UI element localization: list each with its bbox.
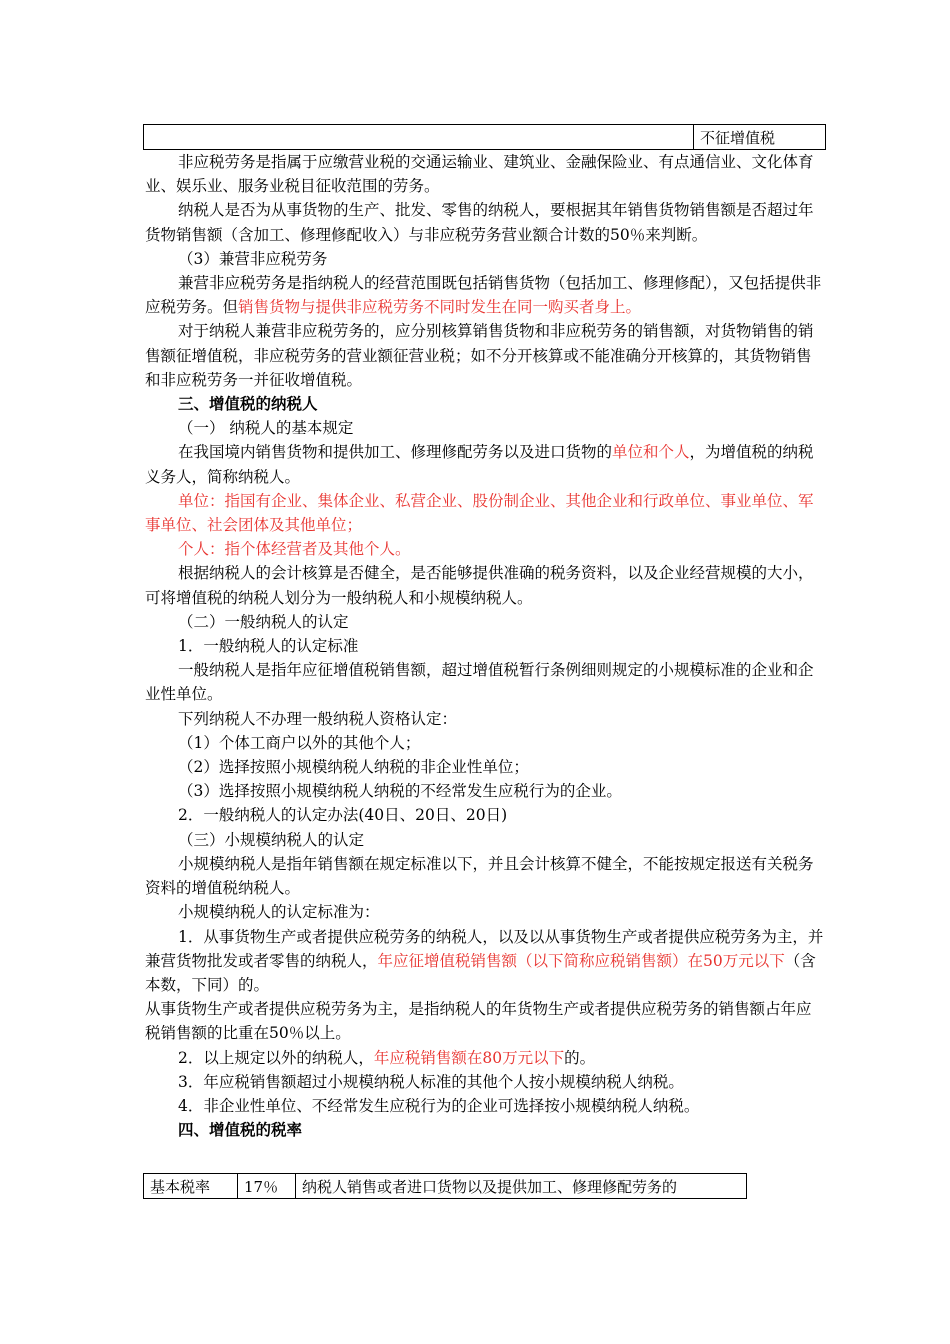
paragraph: 一般纳税人是指年应征增值税销售额，超过增值税暂行条例细则规定的小规模标准的企业和企业性单位。 — [145, 661, 814, 704]
highlighted-text: 销售货物与提供非应税劳务不同时发生在同一购买者身上。 — [238, 298, 642, 317]
list-item: （3）选择按照小规模纳税人纳税的不经常发生应税行为的企业。 — [178, 782, 622, 801]
table-row — [144, 1174, 747, 1199]
highlighted-text: 单位和个人 — [612, 443, 690, 462]
list-item — [145, 925, 825, 998]
section-heading: 四、增值税的税率 — [178, 1120, 303, 1140]
list-item: 1．一般纳税人的认定标准 — [178, 637, 359, 656]
body-text — [145, 150, 825, 1142]
paragraph: 非应税劳务是指属于应缴营业税的交通运输业、建筑业、金融保险业、有点通信业、文化体育业、娱乐业、服务业税目征收范围的劳务。 — [145, 153, 814, 196]
paragraph — [145, 271, 825, 319]
rate-desc-cell: 纳税人销售或者进口货物以及提供加工、修理修配劳务的 — [296, 1174, 747, 1199]
list-item: （2）选择按照小规模纳税人纳税的非企业性单位； — [178, 758, 529, 777]
subheading: （一） 纳税人的基本规定 — [178, 419, 354, 438]
table-cell-empty — [144, 125, 694, 150]
paragraph: 下列纳税人不办理一般纳税人资格认定： — [178, 709, 458, 728]
paragraph: 小规模纳税人是指年销售额在规定标准以下，并且会计核算不健全，不能按规定报送有关税务资料的增值税纳税人。 — [145, 854, 814, 898]
subheading: （二）一般纳税人的认定 — [178, 612, 349, 631]
list-item: 2．一般纳税人的认定办法(40日、20日、20日) — [178, 806, 508, 825]
paragraph: 从事货物生产或者提供应税劳务为主，是指纳税人的年货物生产或者提供应税劳务的销售额占年应税销售额的比重在50％以上。 — [145, 1000, 812, 1043]
text-run: 在我国境内销售货物和提供加工、修理修配劳务以及进口货物的 — [178, 443, 613, 462]
list-item — [145, 1046, 825, 1070]
list-item: 3．年应税销售额超过小规模纳税人标准的其他个人按小规模纳税人纳税。 — [178, 1072, 684, 1091]
highlighted-paragraph: 个人：指个体经营者及其他个人。 — [178, 540, 411, 559]
rate-label-cell: 基本税率 — [144, 1174, 238, 1199]
text-run: 1．从事货物生产或者提供应税劳务的纳税人，以及以从事货物生产或者提供应税劳务为主，并兼营货物批发或者零售的纳税人， — [145, 927, 824, 970]
text-run: ，为增值税的纳税义务人，简称纳税人。 — [145, 443, 814, 486]
text-run: 的。 — [564, 1048, 596, 1067]
text-run: （含本数，下同）的。 — [145, 951, 816, 994]
paragraph — [145, 440, 825, 488]
list-item: 4．非企业性单位、不经常发生应税行为的企业可选择按小规模纳税人纳税。 — [178, 1096, 700, 1115]
paragraph: 纳税人是否为从事货物的生产、批发、零售的纳税人，要根据其年销售货物销售额是否超过年货物销售额（含加工、修理修配收入）与非应税劳务营业额合计数的50％来判断。 — [145, 201, 814, 244]
list-item: （1）个体工商户以外的其他个人； — [178, 733, 421, 752]
paragraph: 对于纳税人兼营非应税劳务的，应分别核算销售货物和非应税劳务的销售额，对货物销售的销售额征增值税，非应税劳务的营业额征营业税；如不分开核算或不能准确分开核算的，其货物销售和非应税劳务一并征收增值税。 — [145, 322, 814, 389]
subheading: （三）小规模纳税人的认定 — [178, 830, 365, 849]
paragraph: 根据纳税人的会计核算是否健全，是否能够提供准确的税务资料，以及企业经营规模的大小，可将增值税的纳税人划分为一般纳税人和小规模纳税人。 — [145, 564, 814, 607]
subheading: （3）兼营非应税劳务 — [178, 249, 328, 268]
table-row — [144, 125, 826, 150]
section-heading: 三、增值税的纳税人 — [178, 394, 318, 414]
text-run: 兼营非应税劳务是指纳税人的经营范围既包括销售货物（包括加工、修理修配），又包括提供非应税劳务。但 — [145, 274, 822, 317]
highlighted-paragraph: 单位：指国有企业、集体企业、私营企业、股份制企业、其他企业和行政单位、事业单位、军事单位、社会团体及其他单位； — [145, 491, 814, 535]
rate-value-cell: 17％ — [238, 1174, 296, 1199]
table-cell-not-vat: 不征增值税 — [694, 125, 826, 150]
highlighted-text: 年应征增值税销售额（以下简称应税销售额）在50万元以下 — [377, 951, 785, 970]
highlighted-text: 年应税销售额在80万元以下 — [373, 1048, 565, 1067]
tax-rate-table — [143, 1173, 747, 1199]
text-run: 2．以上规定以外的纳税人， — [178, 1048, 374, 1067]
paragraph: 小规模纳税人的认定标准为： — [178, 903, 380, 922]
top-table — [143, 124, 826, 150]
